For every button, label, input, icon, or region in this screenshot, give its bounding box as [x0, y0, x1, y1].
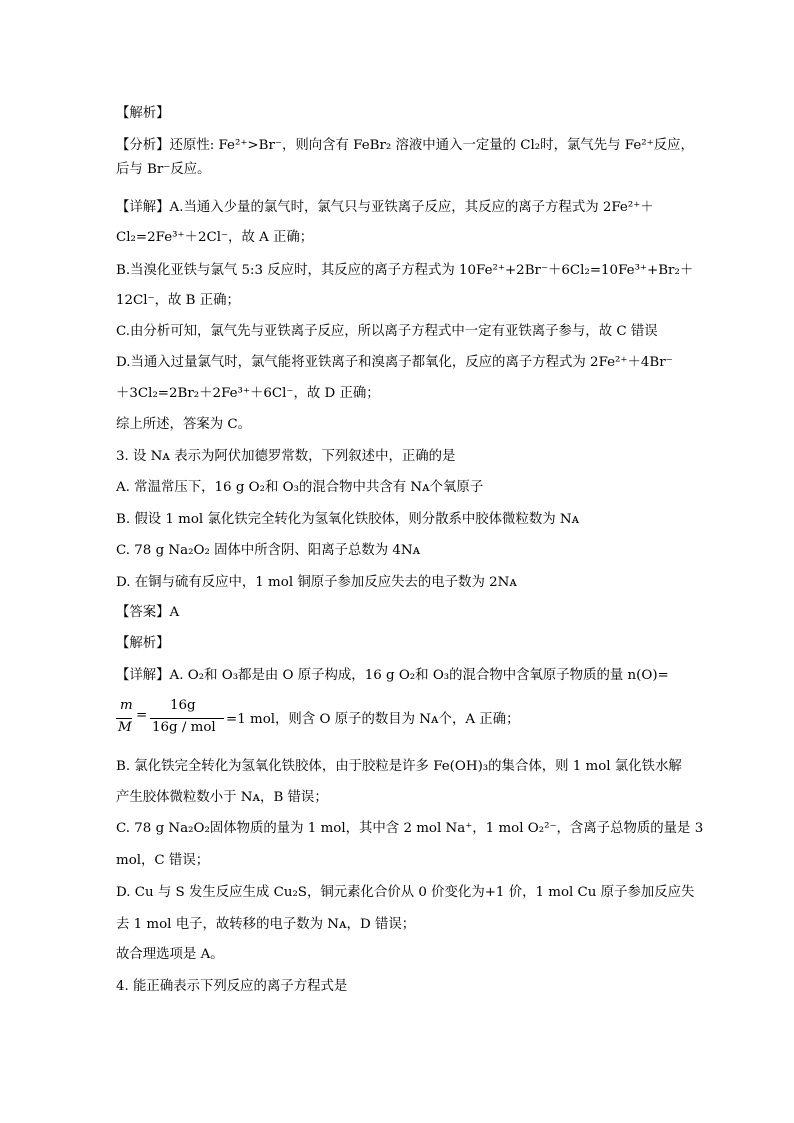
detail-paragraph: 【详解】A.当通入少量的氯气时，氯气只与亚铁离子反应，其反应的离子方程式为 2Fe²⁺＋: [116, 200, 654, 215]
section-heading-analysis: 【解析】: [116, 636, 170, 651]
detail-paragraph: ＋3Cl₂=2Br₂＋2Fe³⁺＋6Cl⁻，故 D 正确；: [116, 386, 380, 401]
analysis-paragraph: 后与 Br⁻反应。: [116, 162, 211, 177]
detail-paragraph: D.当通入过量氯气时，氯气能将亚铁离子和溴离子都氧化，反应的离子方程式为 2Fe²⁺＋4Br⁻: [116, 355, 673, 370]
fraction-bar: [150, 718, 224, 719]
formula-tail-text: =1 mol，则含 O 原子的数目为 Nᴀ个，A 正确；: [226, 712, 520, 727]
conclusion-paragraph: 故合理选项是 A。: [116, 947, 224, 962]
detail-paragraph: C. 78 g Na₂O₂固体物质的量为 1 mol，其中含 2 mol Na⁺，1 mol O₂²⁻，含离子总物质的量是 3: [116, 821, 704, 836]
detail-paragraph: C.由分析可知，氯气先与亚铁离子反应，所以离子方程式中一定有亚铁离子参与，故 C 错误: [116, 324, 658, 339]
equals-sign: =: [136, 708, 148, 723]
answer-line: 【答案】A: [116, 605, 180, 620]
section-heading-analysis: 【解析】: [116, 106, 170, 121]
detail-paragraph: 产生胶体微粒数小于 Nᴀ，B 错误；: [116, 790, 328, 805]
detail-paragraph: 去 1 mol 电子，故转移的电子数为 Nᴀ，D 错误；: [116, 917, 416, 932]
detail-paragraph: B. 氯化铁完全转化为氢氧化铁胶体，由于胶粒是许多 Fe(OH)₃的集合体，则 1 mol 氯化铁水解: [116, 759, 682, 774]
fraction-denominator: M: [118, 720, 132, 735]
fraction-formula: [116, 696, 686, 740]
detail-paragraph: 【详解】A. O₂和 O₃都是由 O 原子构成，16 g O₂和 O₃的混合物中含氧原子物质的量 n(O)=: [116, 668, 669, 683]
detail-paragraph: D. Cu 与 S 发生反应生成 Cu₂S，铜元素化合价从 0 价变化为+1 价，1 mol Cu 原子参加反应失: [116, 885, 695, 900]
question-option-c: C. 78 g Na₂O₂ 固体中所含阴、阳离子总数为 4Nᴀ: [116, 543, 421, 558]
fraction-bar: [116, 718, 132, 719]
detail-paragraph: mol，C 错误；: [116, 853, 210, 868]
question-stem: 4. 能正确表示下列反应的离子方程式是: [116, 979, 348, 994]
conclusion-paragraph: 综上所述，答案为 C。: [116, 417, 252, 432]
fraction-denominator: 16g / mol: [152, 720, 216, 735]
question-option-a: A. 常温常压下，16 g O₂和 O₃的混合物中共含有 Nᴀ个氧原子: [116, 480, 484, 495]
fraction-numerator: m: [120, 698, 133, 713]
question-option-b: B. 假设 1 mol 氯化铁完全转化为氢氧化铁胶体，则分散系中胶体微粒数为 Nᴀ: [116, 512, 580, 527]
analysis-paragraph: 【分析】还原性: Fe²⁺>Br⁻，则向含有 FeBr₂ 溶液中通入一定量的 Cl₂时，氯气先与 Fe²⁺反应，: [116, 138, 694, 153]
question-stem: 3. 设 Nᴀ 表示为阿伏加德罗常数，下列叙述中，正确的是: [116, 449, 456, 464]
detail-paragraph: Cl₂=2Fe³⁺＋2Cl⁻，故 A 正确；: [116, 230, 314, 245]
question-option-d: D. 在铜与硫有反应中，1 mol 铜原子参加反应失去的电子数为 2Nᴀ: [116, 575, 517, 590]
detail-paragraph: B.当溴化亚铁与氯气 5:3 反应时，其反应的离子方程式为 10Fe²⁺+2Br⁻＋6Cl₂=10Fe³⁺+Br₂＋: [116, 263, 694, 278]
detail-paragraph: 12Cl⁻，故 B 正确；: [116, 293, 240, 308]
fraction-numerator: 16g: [170, 698, 196, 713]
